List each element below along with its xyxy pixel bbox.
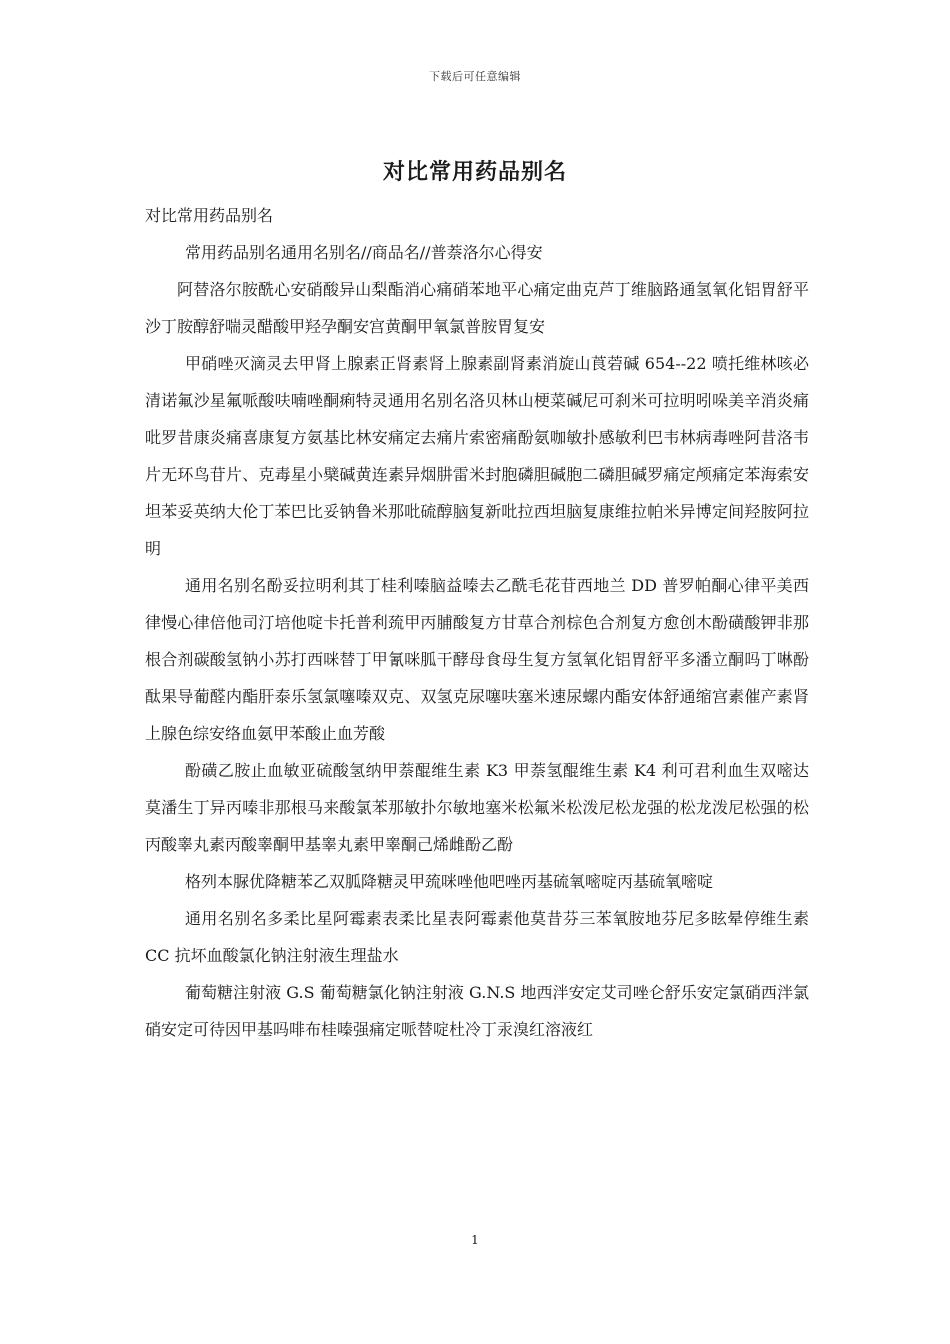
paragraph: 通用名别名多柔比星阿霉素表柔比星表阿霉素他莫昔芬三苯氧胺地芬尼多眩晕停维生素 CC 抗坏血酸氯化钠注射液生理盐水 (145, 909, 809, 965)
paragraph: 阿替洛尔胺酰心安硝酸异山梨酯消心痛硝苯地平心痛定曲克芦丁维脑路通氢氧化铝胃舒平沙丁胺醇舒喘灵醋酸甲羟孕酮安宫黄酮甲氧氯普胺胃复安 (145, 280, 809, 336)
header-note: 下载后可任意编辑 (429, 70, 521, 83)
page-number: 1 (471, 1233, 479, 1247)
paragraph: 通用名别名酚妥拉明利其丁桂利嗪脑益嗪去乙酰毛花苷西地兰 DD 普罗帕酮心律平美西律慢心律倍他司汀培他啶卡托普利巯甲丙脯酸复方甘草合剂棕色合剂复方愈创木酚磺酸钾非那根合剂碳酸氢钠小苏打西咪替丁甲氰咪胍干酵母食母生复方氢氧化铝胃舒平多潘立酮吗丁啉酚酞果导葡醛内酯肝泰乐氢氯噻嗪双克、双氢克尿噻呋塞米速尿螺内酯安体舒通缩宫素催产素肾上腺色综安络血氨甲苯酸止血芳酸 (145, 576, 809, 743)
document-title: 对比常用药品别名 (382, 159, 567, 185)
paragraph: 酚磺乙胺止血敏亚硫酸氢纳甲萘醌维生素 K3 甲萘氢醌维生素 K4 利可君利血生双嘧达莫潘生丁异丙嗪非那根马来酸氯苯那敏扑尔敏地塞米松氟米松泼尼松龙强的松龙泼尼松强的松丙酸睾丸素丙酸睾酮甲基睾丸素甲睾酮己烯雌酚乙酚 (145, 761, 809, 854)
paragraph: 甲硝唑灭滴灵去甲肾上腺素正肾素肾上腺素副肾素消旋山莨菪碱 654--22 喷托维林咳必清诺氟沙星氟哌酸呋喃唑酮痢特灵通用名别名洛贝林山梗菜碱尼可刹米可拉明吲哚美辛消炎痛吡罗昔康炎痛喜康复方氨基比林安痛定去痛片索密痛酚氨咖敏扑感敏利巴韦林病毒唑阿昔洛韦片无环鸟苷片、克毒星小檗碱黄连素异烟肼雷米封胞磷胆碱胞二磷胆碱罗痛定颅痛定苯海索安坦苯妥英纳大伦丁苯巴比妥钠鲁米那吡硫醇脑复新吡拉西坦脑复康维拉帕米异博定间羟胺阿拉明 (145, 354, 809, 558)
document-body (145, 197, 809, 1048)
paragraph: 葡萄糖注射液 G.S 葡萄糖氯化钠注射液 G.N.S 地西泮安定艾司唑仑舒乐安定氯硝西泮氯硝安定可待因甲基吗啡布桂嗪强痛定哌替啶杜冷丁汞溴红溶液红 (145, 983, 809, 1039)
paragraph: 格列本脲优降糖苯乙双胍降糖灵甲巯咪唑他吧唑丙基硫氧嘧啶丙基硫氧嘧啶 (185, 872, 714, 891)
paragraph-subtitle: 对比常用药品别名 (145, 206, 274, 225)
paragraph: 常用药品别名通用名别名//商品名//普萘洛尔心得安 (185, 243, 543, 262)
